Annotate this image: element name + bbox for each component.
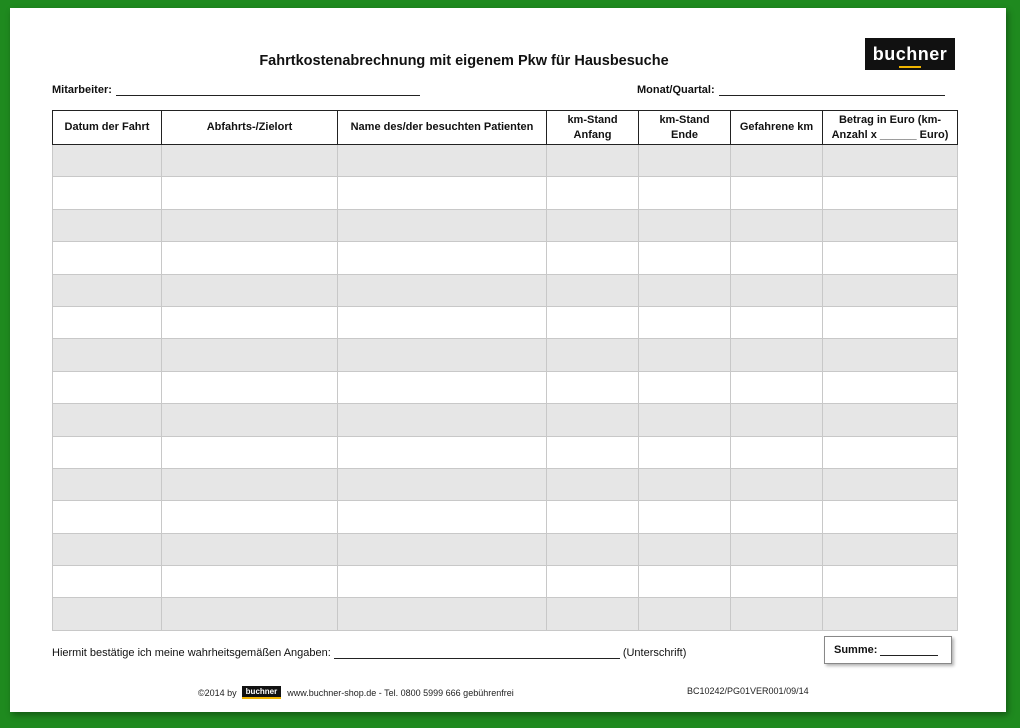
- trip-table: [52, 110, 958, 631]
- table-row: [53, 209, 958, 241]
- table-cell[interactable]: [639, 501, 731, 533]
- table-cell[interactable]: [639, 533, 731, 565]
- table-cell[interactable]: [338, 566, 547, 598]
- table-row: [53, 274, 958, 306]
- table-cell[interactable]: [53, 598, 162, 630]
- footer-logo: buchner: [242, 686, 282, 699]
- footer-copyright: ©2014 by: [198, 687, 237, 698]
- table-cell[interactable]: [639, 371, 731, 403]
- table-cell[interactable]: [338, 436, 547, 468]
- sum-box: [824, 636, 952, 664]
- table-row: [53, 404, 958, 436]
- table-cell[interactable]: [639, 598, 731, 630]
- table-cell[interactable]: [823, 598, 958, 630]
- table-cell[interactable]: [338, 274, 547, 306]
- confirmation-line: [52, 647, 686, 659]
- table-cell[interactable]: [547, 404, 639, 436]
- footer-contact: www.buchner-shop.de - Tel. 0800 5999 666 gebührenfrei: [287, 687, 514, 698]
- table-cell[interactable]: [53, 274, 162, 306]
- table-cell[interactable]: [53, 306, 162, 338]
- table-cell[interactable]: [547, 177, 639, 209]
- table-row: [53, 436, 958, 468]
- table-cell[interactable]: [547, 209, 639, 241]
- table-cell[interactable]: [731, 177, 823, 209]
- table-cell[interactable]: [162, 339, 338, 371]
- table-row: [53, 566, 958, 598]
- table-cell[interactable]: [53, 566, 162, 598]
- header-date: Datum der Fahrt: [53, 111, 162, 145]
- table-cell[interactable]: [547, 242, 639, 274]
- table-row: [53, 339, 958, 371]
- table-cell[interactable]: [53, 145, 162, 177]
- table-cell[interactable]: [639, 209, 731, 241]
- signature-line[interactable]: [334, 647, 620, 659]
- table-cell[interactable]: [338, 339, 547, 371]
- table-cell[interactable]: [731, 468, 823, 500]
- table-cell[interactable]: [162, 145, 338, 177]
- table-cell[interactable]: [639, 242, 731, 274]
- table-cell[interactable]: [547, 339, 639, 371]
- table-cell[interactable]: [731, 533, 823, 565]
- table-cell[interactable]: [338, 306, 547, 338]
- month-label: Monat/Quartal:: [637, 84, 715, 96]
- table-cell[interactable]: [639, 566, 731, 598]
- table-cell[interactable]: [731, 501, 823, 533]
- signature-label: (Unterschrift): [622, 647, 687, 659]
- table-cell[interactable]: [53, 177, 162, 209]
- table-cell[interactable]: [731, 598, 823, 630]
- employee-label: Mitarbeiter:: [52, 84, 112, 96]
- table-cell[interactable]: [823, 468, 958, 500]
- table-cell[interactable]: [53, 242, 162, 274]
- table-cell[interactable]: [823, 209, 958, 241]
- header-route: Abfahrts-/Zielort: [162, 111, 338, 145]
- table-cell[interactable]: [823, 339, 958, 371]
- table-cell[interactable]: [338, 242, 547, 274]
- table-cell[interactable]: [547, 598, 639, 630]
- footer-code: BC10242/PG01VER001/09/14: [687, 686, 809, 696]
- table-cell[interactable]: [639, 436, 731, 468]
- table-cell[interactable]: [547, 566, 639, 598]
- footer-left: [198, 686, 514, 699]
- header-patients: Name des/der besuchten Patienten: [338, 111, 547, 145]
- table-cell[interactable]: [162, 533, 338, 565]
- table-cell[interactable]: [162, 468, 338, 500]
- table-cell[interactable]: [731, 371, 823, 403]
- table-cell[interactable]: [162, 436, 338, 468]
- table-row: [53, 145, 958, 177]
- table-cell[interactable]: [338, 209, 547, 241]
- table-cell[interactable]: [823, 371, 958, 403]
- table-cell[interactable]: [338, 145, 547, 177]
- table-cell[interactable]: [162, 566, 338, 598]
- table-cell[interactable]: [823, 404, 958, 436]
- table-cell[interactable]: [547, 145, 639, 177]
- table-cell[interactable]: [823, 436, 958, 468]
- table-cell[interactable]: [639, 468, 731, 500]
- table-cell[interactable]: [162, 598, 338, 630]
- table-cell[interactable]: [547, 468, 639, 500]
- table-cell[interactable]: [162, 242, 338, 274]
- header-amount: Betrag in Euro (km- Anzahl x ______ Euro): [823, 111, 958, 145]
- month-line[interactable]: [719, 84, 945, 96]
- table-cell[interactable]: [53, 533, 162, 565]
- table-row: [53, 306, 958, 338]
- table-cell[interactable]: [338, 371, 547, 403]
- table-row: [53, 242, 958, 274]
- logo-accent-bar: [899, 66, 921, 68]
- header-km-end: km-Stand Ende: [639, 111, 731, 145]
- table-cell[interactable]: [547, 533, 639, 565]
- table-cell[interactable]: [547, 274, 639, 306]
- table-cell[interactable]: [162, 404, 338, 436]
- table-cell[interactable]: [639, 145, 731, 177]
- table-row: [53, 468, 958, 500]
- header-km-start: km-Stand Anfang: [547, 111, 639, 145]
- table-cell[interactable]: [162, 209, 338, 241]
- confirmation-text: Hiermit bestätige ich meine wahrheitsgemäßen Angaben:: [52, 647, 331, 659]
- table-cell[interactable]: [53, 468, 162, 500]
- table-cell[interactable]: [338, 598, 547, 630]
- table-cell[interactable]: [162, 501, 338, 533]
- month-field: [637, 84, 945, 96]
- header-km-driven: Gefahrene km: [731, 111, 823, 145]
- table-cell[interactable]: [823, 145, 958, 177]
- table-cell[interactable]: [731, 566, 823, 598]
- table-cell[interactable]: [731, 339, 823, 371]
- table-cell[interactable]: [639, 404, 731, 436]
- table-cell[interactable]: [162, 371, 338, 403]
- table-cell[interactable]: [338, 468, 547, 500]
- table-cell[interactable]: [731, 242, 823, 274]
- table-cell[interactable]: [639, 306, 731, 338]
- employee-line[interactable]: [116, 84, 420, 96]
- table-cell[interactable]: [53, 404, 162, 436]
- table-cell[interactable]: [338, 177, 547, 209]
- table-cell[interactable]: [731, 404, 823, 436]
- table-cell[interactable]: [53, 501, 162, 533]
- table-cell[interactable]: [162, 274, 338, 306]
- table-cell[interactable]: [162, 306, 338, 338]
- table-cell[interactable]: [162, 177, 338, 209]
- table-cell[interactable]: [547, 501, 639, 533]
- table-cell[interactable]: [823, 242, 958, 274]
- table-cell[interactable]: [53, 371, 162, 403]
- sum-label: Summe:: [834, 644, 878, 656]
- table-cell[interactable]: [338, 404, 547, 436]
- table-cell[interactable]: [547, 306, 639, 338]
- table-cell[interactable]: [823, 533, 958, 565]
- buchner-logo: [865, 38, 955, 70]
- table-cell[interactable]: [53, 436, 162, 468]
- table-cell[interactable]: [547, 436, 639, 468]
- document-title: Fahrtkostenabrechnung mit eigenem Pkw für Hausbesuche: [259, 53, 669, 69]
- table-cell[interactable]: [731, 274, 823, 306]
- table-cell[interactable]: [823, 177, 958, 209]
- table-cell[interactable]: [731, 436, 823, 468]
- table-row: [53, 533, 958, 565]
- table-cell[interactable]: [53, 209, 162, 241]
- table-header-row: [53, 111, 958, 145]
- table-cell[interactable]: [731, 145, 823, 177]
- table-cell[interactable]: [547, 371, 639, 403]
- sum-line[interactable]: [880, 644, 938, 656]
- table-cell[interactable]: [53, 339, 162, 371]
- table-cell[interactable]: [823, 566, 958, 598]
- table-cell[interactable]: [338, 501, 547, 533]
- employee-field: [52, 84, 420, 96]
- table-cell[interactable]: [338, 533, 547, 565]
- table-row: [53, 371, 958, 403]
- logo-text: buchner: [872, 43, 948, 64]
- table-cell[interactable]: [823, 274, 958, 306]
- table-row: [53, 177, 958, 209]
- table-cell[interactable]: [823, 501, 958, 533]
- form-sheet: [10, 8, 1006, 712]
- table-cell[interactable]: [639, 274, 731, 306]
- table-cell[interactable]: [731, 209, 823, 241]
- table-cell[interactable]: [823, 306, 958, 338]
- table-cell[interactable]: [639, 177, 731, 209]
- table-row: [53, 501, 958, 533]
- table-row: [53, 598, 958, 630]
- table-cell[interactable]: [731, 306, 823, 338]
- table-cell[interactable]: [639, 339, 731, 371]
